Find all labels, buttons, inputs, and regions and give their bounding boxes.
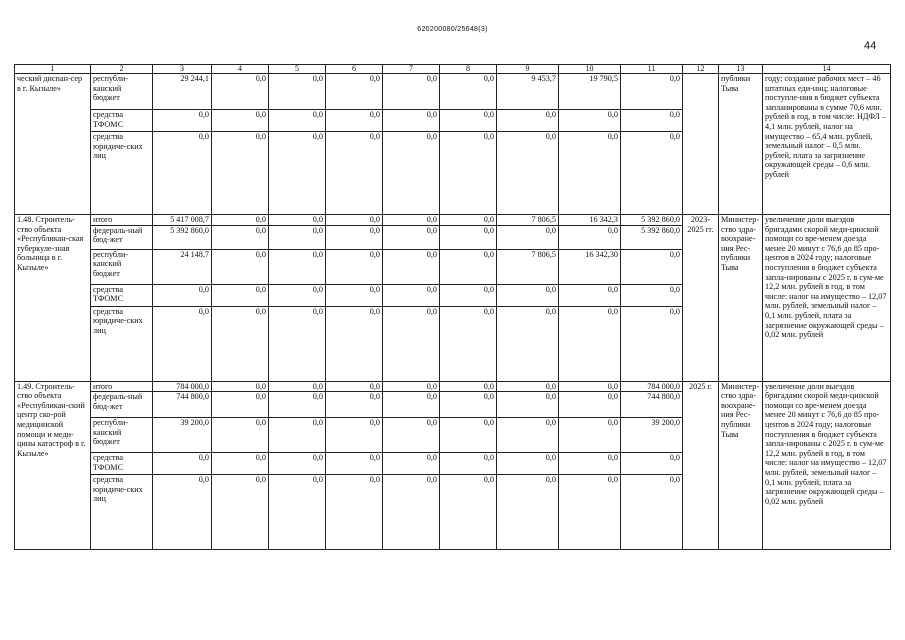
effect-cell: увеличение доли выездов бригадами скорой меди-цинской помощи со вре-менем доезда менее 20 минут с 76,6 до 85 про-центов в 2024 году; налоговые поступления в бюджет субъекта запла-нированы с 2025 г. в сум-ме 12,2 млн. рублей в год, в том числе: налог на имущество – 12,07 млн. рублей, земельный налог – 0,1 млн. рублей, плата за загрязнение окружающей среды – 0,02 млн. рублей xyxy=(763,215,891,382)
object-name-cell: ческий диспан-сер в г. Кызыле» xyxy=(15,74,91,215)
amount-cell: 0,0 xyxy=(440,392,497,418)
amount-cell: 0,0 xyxy=(326,225,383,249)
amount-cell: 0,0 xyxy=(621,453,683,475)
object-name-cell: 1.49. Строитель-ство объекта «Республикан-ский центр ско-рой медицинской помощи и меди-цины катастроф в г. Кызыле» xyxy=(15,381,91,550)
amount-cell: 0,0 xyxy=(383,215,440,226)
amount-cell: 744 800,0 xyxy=(621,392,683,418)
funding-source-cell: итого xyxy=(91,381,153,392)
header-cell: 1 xyxy=(15,65,91,74)
amount-cell: 0,0 xyxy=(153,110,212,132)
amount-cell: 0,0 xyxy=(497,418,559,453)
amount-cell: 0,0 xyxy=(440,215,497,226)
funding-source-cell: республи-канский бюджет xyxy=(91,418,153,453)
funding-source-cell: средства юридиче-ских лиц xyxy=(91,132,153,215)
amount-cell: 0,0 xyxy=(440,418,497,453)
header-row xyxy=(15,65,891,74)
funding-source-cell: республи-канский бюджет xyxy=(91,74,153,110)
funding-source-cell: средства юридиче-ских лиц xyxy=(91,475,153,550)
amount-cell: 0,0 xyxy=(383,392,440,418)
amount-cell: 0,0 xyxy=(212,249,269,284)
amount-cell: 0,0 xyxy=(497,284,559,306)
amount-cell: 0,0 xyxy=(269,225,326,249)
object-name-cell: 1.48. Строитель-ство объекта «Республикан-ская туберкуле-зная больница в г. Кызыле» xyxy=(15,215,91,382)
amount-cell: 0,0 xyxy=(326,132,383,215)
amount-cell: 39 200,0 xyxy=(153,418,212,453)
executor-cell: Министер-ство здра-воохране-ния Рес-публики Тыва xyxy=(719,215,763,382)
amount-cell: 0,0 xyxy=(559,381,621,392)
amount-cell: 0,0 xyxy=(497,453,559,475)
amount-cell: 0,0 xyxy=(440,284,497,306)
amount-cell: 0,0 xyxy=(383,418,440,453)
amount-cell: 784 000,0 xyxy=(621,381,683,392)
amount-cell: 0,0 xyxy=(440,110,497,132)
amount-cell: 0,0 xyxy=(559,306,621,381)
funding-source-cell: средства ТФОМС xyxy=(91,453,153,475)
amount-cell: 0,0 xyxy=(497,306,559,381)
funding-source-cell: средства ТФОМС xyxy=(91,284,153,306)
amount-cell: 0,0 xyxy=(440,453,497,475)
amount-cell: 5 392 860,0 xyxy=(153,225,212,249)
header-cell: 3 xyxy=(153,65,212,74)
header-cell: 10 xyxy=(559,65,621,74)
amount-cell: 0,0 xyxy=(497,110,559,132)
effect-cell: увеличение доли выездов бригадами скорой меди-цинской помощи со вре-менем доезда менее 20 минут с 76,6 до 85 про-центов в 2024 году; налоговые поступления в бюджет субъекта запла-нированы с 2025 г. в сум-ме 12,2 млн. рублей в год, в том числе: налог на имущество – 12,07 млн. рублей, земельный налог – 0,1 млн. рублей, плата за загрязнение окружающей среды – 0,02 млн. рублей xyxy=(763,381,891,550)
amount-cell: 7 806,5 xyxy=(497,249,559,284)
amount-cell: 0,0 xyxy=(440,225,497,249)
amount-cell: 0,0 xyxy=(269,418,326,453)
amount-cell: 39 200,0 xyxy=(621,418,683,453)
amount-cell: 784 000,0 xyxy=(153,381,212,392)
funding-source-cell: федераль-ный бюд-жет xyxy=(91,225,153,249)
amount-cell: 0,0 xyxy=(383,453,440,475)
amount-cell: 0,0 xyxy=(269,392,326,418)
amount-cell: 0,0 xyxy=(326,249,383,284)
header-cell: 13 xyxy=(719,65,763,74)
amount-cell: 0,0 xyxy=(440,132,497,215)
amount-cell: 0,0 xyxy=(269,74,326,110)
amount-cell: 16 342,30 xyxy=(559,249,621,284)
amount-cell: 0,0 xyxy=(497,132,559,215)
amount-cell: 0,0 xyxy=(153,475,212,550)
amount-cell: 0,0 xyxy=(269,306,326,381)
amount-cell: 0,0 xyxy=(269,215,326,226)
amount-cell: 744 800,0 xyxy=(153,392,212,418)
amount-cell: 0,0 xyxy=(383,132,440,215)
header-cell: 6 xyxy=(326,65,383,74)
amount-cell: 0,0 xyxy=(326,453,383,475)
amount-cell: 9 453,7 xyxy=(497,74,559,110)
header-cell: 2 xyxy=(91,65,153,74)
page-number: 44 xyxy=(864,40,877,52)
amount-cell: 0,0 xyxy=(212,475,269,550)
executor-cell: Министер-ство здра-воохране-ния Рес-публики Тыва xyxy=(719,381,763,550)
document-id: 620200080/25648(3) xyxy=(417,26,488,33)
amount-cell: 0,0 xyxy=(212,215,269,226)
amount-cell: 0,0 xyxy=(326,306,383,381)
amount-cell: 0,0 xyxy=(559,132,621,215)
amount-cell: 0,0 xyxy=(559,110,621,132)
amount-cell: 0,0 xyxy=(383,249,440,284)
amount-cell: 0,0 xyxy=(326,418,383,453)
amount-cell: 0,0 xyxy=(383,74,440,110)
header-cell: 5 xyxy=(269,65,326,74)
amount-cell: 5 392 860,0 xyxy=(621,215,683,226)
amount-cell: 0,0 xyxy=(269,132,326,215)
amount-cell: 0,0 xyxy=(559,453,621,475)
amount-cell: 0,0 xyxy=(326,284,383,306)
amount-cell: 7 806,5 xyxy=(497,215,559,226)
funding-source-cell: республи-канский бюджет xyxy=(91,249,153,284)
header-cell: 9 xyxy=(497,65,559,74)
amount-cell: 0,0 xyxy=(326,110,383,132)
table-row xyxy=(15,381,891,392)
amount-cell: 0,0 xyxy=(559,284,621,306)
amount-cell: 0,0 xyxy=(269,475,326,550)
amount-cell: 0,0 xyxy=(212,132,269,215)
amount-cell: 0,0 xyxy=(559,392,621,418)
funding-source-cell: средства юридиче-ских лиц xyxy=(91,306,153,381)
amount-cell: 0,0 xyxy=(212,225,269,249)
amount-cell: 24 148,7 xyxy=(153,249,212,284)
amount-cell: 0,0 xyxy=(383,381,440,392)
amount-cell: 0,0 xyxy=(621,249,683,284)
funding-source-cell: федераль-ный бюд-жет xyxy=(91,392,153,418)
amount-cell: 5 392 860,0 xyxy=(621,225,683,249)
header-cell: 7 xyxy=(383,65,440,74)
amount-cell: 0,0 xyxy=(269,284,326,306)
amount-cell: 0,0 xyxy=(559,475,621,550)
table-row xyxy=(15,215,891,226)
amount-cell: 0,0 xyxy=(559,225,621,249)
amount-cell: 0,0 xyxy=(440,306,497,381)
amount-cell: 0,0 xyxy=(326,381,383,392)
funding-source-cell: средства ТФОМС xyxy=(91,110,153,132)
amount-cell: 0,0 xyxy=(153,132,212,215)
amount-cell: 0,0 xyxy=(326,215,383,226)
amount-cell: 0,0 xyxy=(621,284,683,306)
amount-cell: 0,0 xyxy=(269,110,326,132)
amount-cell: 0,0 xyxy=(383,110,440,132)
amount-cell: 0,0 xyxy=(212,74,269,110)
amount-cell: 0,0 xyxy=(621,110,683,132)
amount-cell: 0,0 xyxy=(440,381,497,392)
header-cell: 8 xyxy=(440,65,497,74)
amount-cell: 0,0 xyxy=(621,132,683,215)
amount-cell: 0,0 xyxy=(326,392,383,418)
amount-cell: 0,0 xyxy=(621,306,683,381)
amount-cell: 0,0 xyxy=(212,392,269,418)
amount-cell: 0,0 xyxy=(153,453,212,475)
amount-cell: 0,0 xyxy=(497,392,559,418)
period-cell xyxy=(683,74,719,215)
amount-cell: 0,0 xyxy=(212,306,269,381)
effect-cell: году; создание рабочих мест – 46 штатных еди-ниц; налоговые поступле-ния в бюджет субъекта запланированы в сумме 70,6 млн. рублей в год, в том числе: НДФЛ – 4,1 млн. рублей, налог на имущество – 65,4 млн. рублей, земельный налог – 0,5 млн. рублей, плата за загрязнение окружающей среды – 0,6 млн. рублей xyxy=(763,74,891,215)
amount-cell: 0,0 xyxy=(153,284,212,306)
amount-cell: 0,0 xyxy=(621,74,683,110)
amount-cell: 0,0 xyxy=(497,475,559,550)
amount-cell: 0,0 xyxy=(440,74,497,110)
period-cell: 2025 г. xyxy=(683,381,719,550)
amount-cell: 0,0 xyxy=(212,453,269,475)
amount-cell: 0,0 xyxy=(269,249,326,284)
amount-cell: 0,0 xyxy=(326,74,383,110)
amount-cell: 0,0 xyxy=(269,453,326,475)
amount-cell: 0,0 xyxy=(497,225,559,249)
amount-cell: 0,0 xyxy=(212,418,269,453)
amount-cell: 0,0 xyxy=(269,381,326,392)
period-cell: 2023-2025 гг. xyxy=(683,215,719,382)
amount-cell: 0,0 xyxy=(153,306,212,381)
amount-cell: 0,0 xyxy=(621,475,683,550)
amount-cell: 0,0 xyxy=(497,381,559,392)
amount-cell: 19 790,5 xyxy=(559,74,621,110)
amount-cell: 0,0 xyxy=(212,110,269,132)
amount-cell: 29 244,1 xyxy=(153,74,212,110)
amount-cell: 0,0 xyxy=(212,284,269,306)
header-cell: 11 xyxy=(621,65,683,74)
header-cell: 12 xyxy=(683,65,719,74)
amount-cell: 0,0 xyxy=(212,381,269,392)
amount-cell: 5 417 008,7 xyxy=(153,215,212,226)
amount-cell: 0,0 xyxy=(383,225,440,249)
executor-cell: публики Тыва xyxy=(719,74,763,215)
program-table xyxy=(14,64,891,550)
funding-source-cell: итого xyxy=(91,215,153,226)
header-cell: 14 xyxy=(763,65,891,74)
amount-cell: 0,0 xyxy=(383,284,440,306)
amount-cell: 0,0 xyxy=(440,249,497,284)
amount-cell: 16 342,3 xyxy=(559,215,621,226)
header-cell: 4 xyxy=(212,65,269,74)
amount-cell: 0,0 xyxy=(383,306,440,381)
amount-cell: 0,0 xyxy=(559,418,621,453)
table-row xyxy=(15,74,891,110)
amount-cell: 0,0 xyxy=(440,475,497,550)
amount-cell: 0,0 xyxy=(383,475,440,550)
amount-cell: 0,0 xyxy=(326,475,383,550)
